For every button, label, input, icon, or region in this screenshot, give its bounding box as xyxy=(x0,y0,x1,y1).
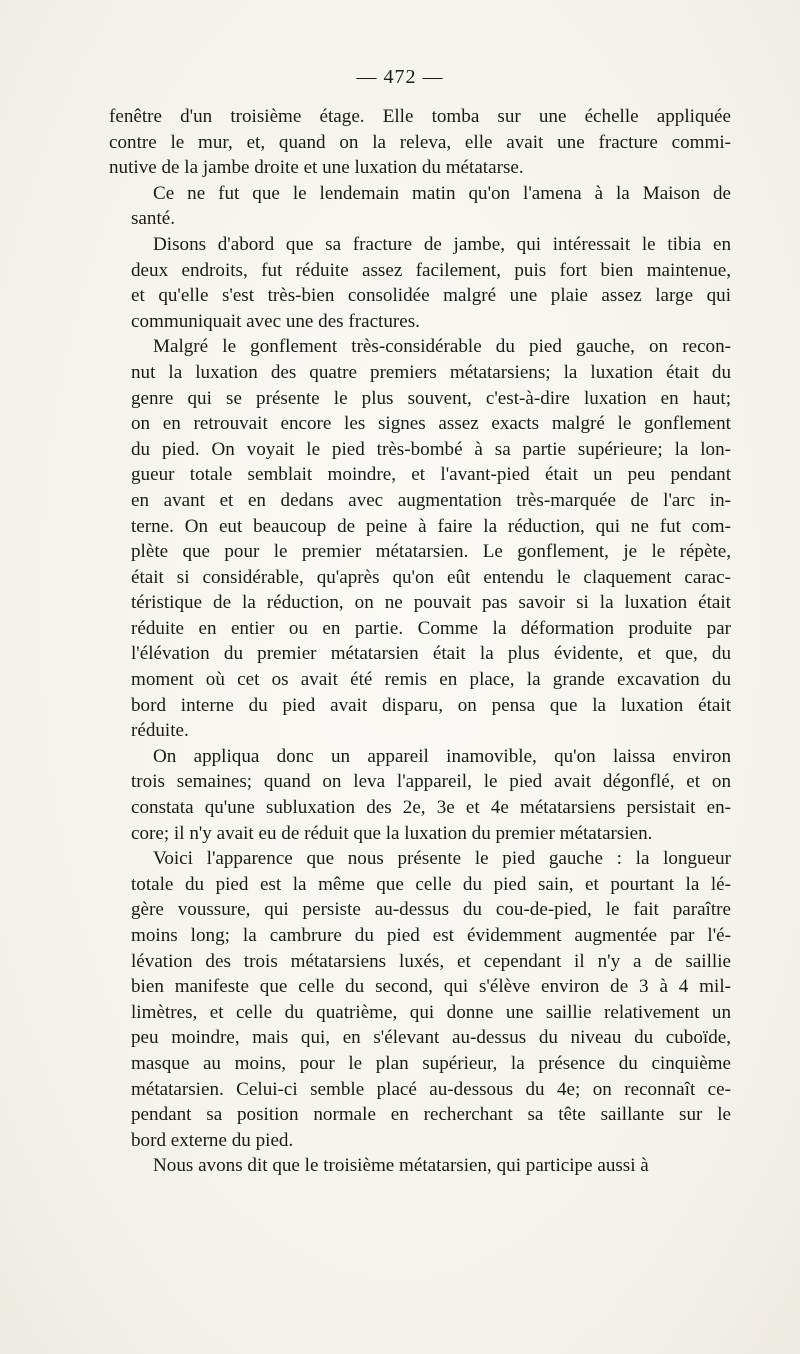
text-line: limètres, et celle du quatrième, qui donne une saillie relativement un xyxy=(131,1001,731,1023)
text-line: était si considérable, qu'après qu'on eût entendu le claquement carac- xyxy=(131,566,731,588)
text-line: téristique de la réduction, on ne pouvait pas savoir si la luxation était xyxy=(131,592,731,614)
text-line: pendant sa position normale en recherchant sa tête saillante sur le xyxy=(131,1104,731,1126)
text-line: genre qui se présente le plus souvent, c'est-à-dire luxation en haut; xyxy=(131,387,731,409)
text-line: communiquait avec une des fractures. xyxy=(131,310,420,332)
text-line: nut la luxation des quatre premiers métatarsiens; la luxation était du xyxy=(131,361,731,383)
text-line: Ce ne fut que le lendemain matin qu'on l'amena à la Maison de xyxy=(153,182,731,204)
paragraph xyxy=(109,1153,731,1179)
text-line: et qu'elle s'est très-bien consolidée malgré une plaie assez large qui xyxy=(131,285,731,307)
text-line: moment où cet os avait été remis en place, la grande excavation du xyxy=(131,669,731,691)
text-line: plète que pour le premier métatarsien. Le gonflement, je le répète, xyxy=(131,541,731,563)
paragraph xyxy=(109,232,731,334)
paragraph xyxy=(109,104,731,181)
text-line: bord interne du pied avait disparu, on pensa que la luxation était xyxy=(131,694,731,716)
text-line: Disons d'abord que sa fracture de jambe, qui intéressait le tibia en xyxy=(153,233,731,255)
text-line: en avant et en dedans avec augmentation très-marquée de l'arc in- xyxy=(131,489,731,511)
paragraph xyxy=(109,744,731,846)
text-line: gère voussure, qui persiste au-dessus du cou-de-pied, le fait paraître xyxy=(131,899,731,921)
text-line: l'élévation du premier métatarsien était la plus évidente, et que, du xyxy=(131,643,731,665)
text-line: Malgré le gonflement très-considérable du pied gauche, on recon- xyxy=(153,336,731,358)
text-line: peu moindre, mais qui, en s'élevant au-dessus du niveau du cuboïde, xyxy=(131,1027,731,1049)
text-line: trois semaines; quand on leva l'appareil, le pied avait dégonflé, et on xyxy=(131,771,731,793)
text-line: core; il n'y avait eu de réduit que la luxation du premier métatarsien. xyxy=(131,822,653,844)
text-line: du pied. On voyait le pied très-bombé à sa partie supérieure; la lon- xyxy=(131,438,731,460)
text-line: Voici l'apparence que nous présente le pied gauche : la longueur xyxy=(153,848,731,870)
paragraph xyxy=(109,181,731,232)
body-text xyxy=(109,104,731,1179)
text-line: on en retrouvait encore les signes assez exacts malgré le gonflement xyxy=(131,413,731,435)
text-line: Nous avons dit que le troisième métatarsien, qui participe aussi à xyxy=(153,1155,649,1177)
text-line: nutive de la jambe droite et une luxation du métatarse. xyxy=(109,157,524,179)
text-line: moins long; la cambrure du pied est évidemment augmentée par l'é- xyxy=(131,925,731,946)
text-line: masque au moins, pour le plan supérieur, la présence du cinquième xyxy=(131,1052,731,1074)
text-line: fenêtre d'un troisième étage. Elle tomba sur une échelle appliquée xyxy=(109,106,731,127)
text-line: métatarsien. Celui-ci semble placé au-dessous du 4e; on reconnaît ce- xyxy=(131,1078,731,1100)
text-line: lévation des trois métatarsiens luxés, et cependant il n'y a de saillie xyxy=(131,950,731,972)
text-line: constata qu'une subluxation des 2e, 3e et 4e métatarsiens persistait en- xyxy=(131,797,731,819)
text-line: deux endroits, fut réduite assez facilement, puis fort bien maintenue, xyxy=(131,259,731,281)
text-line: réduite en entier ou en partie. Comme la déformation produite par xyxy=(131,617,731,639)
text-line: terne. On eut beaucoup de peine à faire la réduction, qui ne fut com- xyxy=(131,515,731,537)
paragraph xyxy=(109,846,731,1153)
text-line: totale du pied est la même que celle du pied sain, et pourtant la lé- xyxy=(131,873,731,895)
text-line: bien manifeste que celle du second, qui s'élève environ de 3 à 4 mil- xyxy=(131,976,731,998)
text-line: réduite. xyxy=(131,720,189,742)
text-line: santé. xyxy=(131,208,176,230)
paragraph xyxy=(109,334,731,744)
text-line: bord externe du pied. xyxy=(131,1129,294,1151)
text-line: gueur totale semblait moindre, et l'avant-pied était un peu pendant xyxy=(131,464,731,486)
page-number: — 472 — xyxy=(356,66,444,88)
text-line: On appliqua donc un appareil inamovible, qu'on laissa environ xyxy=(153,745,731,767)
text-line: contre le mur, et, quand on la releva, elle avait une fracture commi- xyxy=(109,131,731,153)
